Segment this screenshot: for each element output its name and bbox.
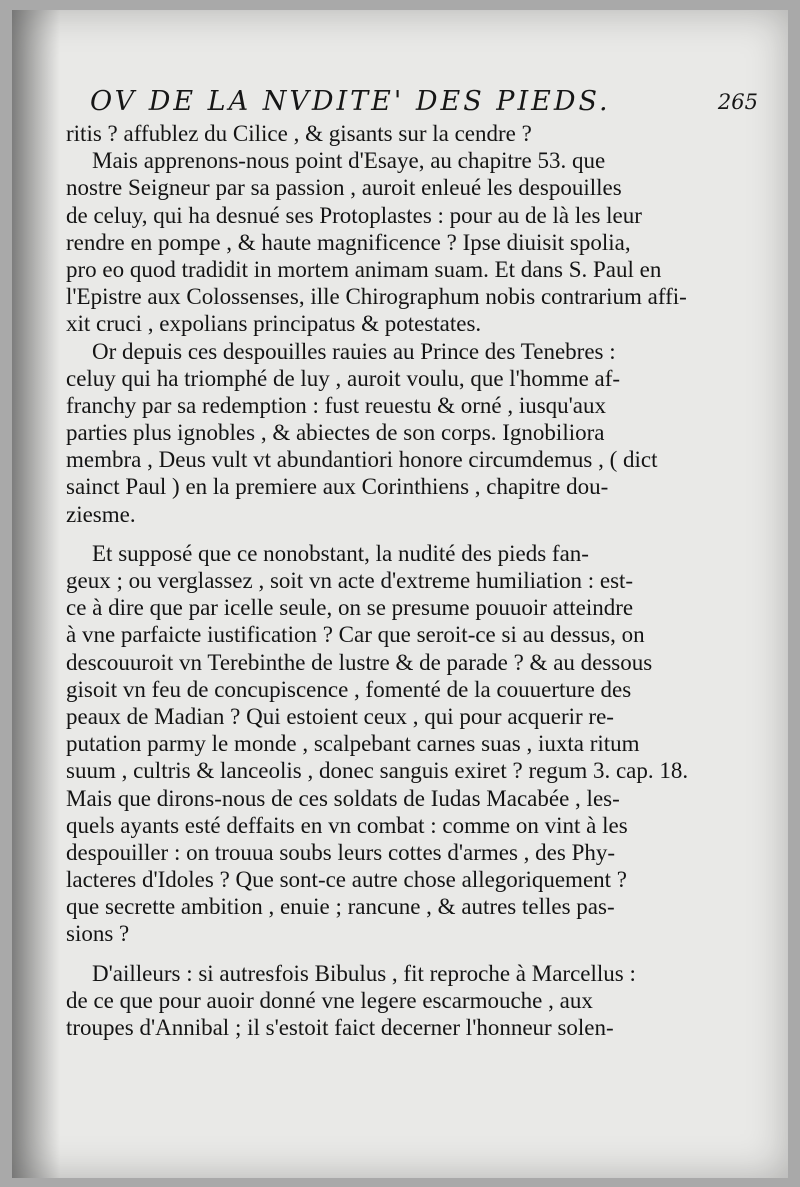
page-spine-shadow xyxy=(12,10,60,1178)
text-line: que secrette ambition , enuie ; rancune , & autres telles pas- xyxy=(66,894,615,920)
text-line: celuy qui ha triomphé de luy , auroit voulu, que l'homme af- xyxy=(66,365,621,391)
text-line: D'ailleurs : si autresfois Bibulus , fit reproche à Marcellus : xyxy=(92,960,636,986)
running-title: OV DE LA NVDITE' DES PIEDS. xyxy=(90,86,611,117)
text-line: Or depuis ces despouilles rauies au Prince des Tenebres : xyxy=(92,338,616,364)
text-line: ce à dire que par icelle seule, on se presume pouuoir atteindre xyxy=(66,595,634,621)
text-line: sainct Paul ) en la premiere aux Corinthiens , chapitre dou- xyxy=(66,474,609,500)
text-line: gisoit vn feu de concupiscence , fomenté de la couuerture des xyxy=(66,676,632,702)
text-line: de ce que pour auoir donné vne legere escarmouche , aux xyxy=(66,987,593,1013)
text-line: à vne parfaicte iustification ? Car que seroit-ce si au dessus, on xyxy=(66,622,645,648)
text-line: parties plus ignobles , & abiectes de son corps. Ignobiliora xyxy=(66,420,605,446)
text-line: lacteres d'Idoles ? Que sont-ce autre chose allegoriquement ? xyxy=(66,867,628,893)
text-line: franchy par sa redemption : fust reuestu & orné , iusqu'aux xyxy=(66,392,607,418)
text-line: sions ? xyxy=(66,921,130,947)
text-line: suum , cultris & lanceolis , donec sanguis exiret ? regum 3. cap. 18. xyxy=(66,758,689,784)
text-line: pro eo quod tradidit in mortem animam suam. Et dans S. Paul en xyxy=(66,256,662,282)
text-line: quels ayants esté deffaits en vn combat : comme on vint à les xyxy=(66,812,628,838)
text-line: descouuroit vn Terebinthe de lustre & de parade ? & au dessous xyxy=(66,649,653,675)
text-line: despouiller : on trouua soubs leurs cottes d'armes , des Phy- xyxy=(66,839,616,865)
text-line: xit cruci , expolians principatus & potestates. xyxy=(66,311,482,337)
text-line: rendre en pompe , & haute magnificence ? Ipse diuisit spolia, xyxy=(66,229,631,255)
text-line: Mais apprenons-nous point d'Esaye, au chapitre 53. que xyxy=(92,148,606,174)
text-line: membra , Deus vult vt abundantiori honore circumdemus , ( dict xyxy=(66,447,658,473)
text-line: nostre Seigneur par sa passion , auroit enleué les despouilles xyxy=(66,175,622,201)
book-page xyxy=(12,10,788,1178)
text-line: ziesme. xyxy=(66,501,136,527)
text-line: troupes d'Annibal ; il s'estoit faict decerner l'honneur solen- xyxy=(66,1015,614,1040)
text-line: peaux de Madian ? Qui estoient ceux , qui pour acquerir re- xyxy=(66,703,614,729)
text-line: Mais que dirons-nous de ces soldats de Iudas Macabée , les- xyxy=(66,785,620,811)
text-line: l'Epistre aux Colossenses, ille Chirographum nobis contrarium affi- xyxy=(66,284,687,310)
page-number: 265 xyxy=(717,90,758,114)
text-line: Et supposé que ce nonobstant, la nudité des pieds fan- xyxy=(92,540,589,566)
body-text xyxy=(66,120,716,1041)
text-line: putation parmy le monde , scalpebant carnes suas , iuxta ritum xyxy=(66,731,640,757)
text-line: de celuy, qui ha desnué ses Protoplastes : pour au de là les leur xyxy=(66,202,642,228)
text-line: geux ; ou verglassez , soit vn acte d'extreme humiliation : est- xyxy=(66,568,634,593)
text-line: ritis ? affublez du Cilice , & gisants sur la cendre ? xyxy=(66,121,532,146)
